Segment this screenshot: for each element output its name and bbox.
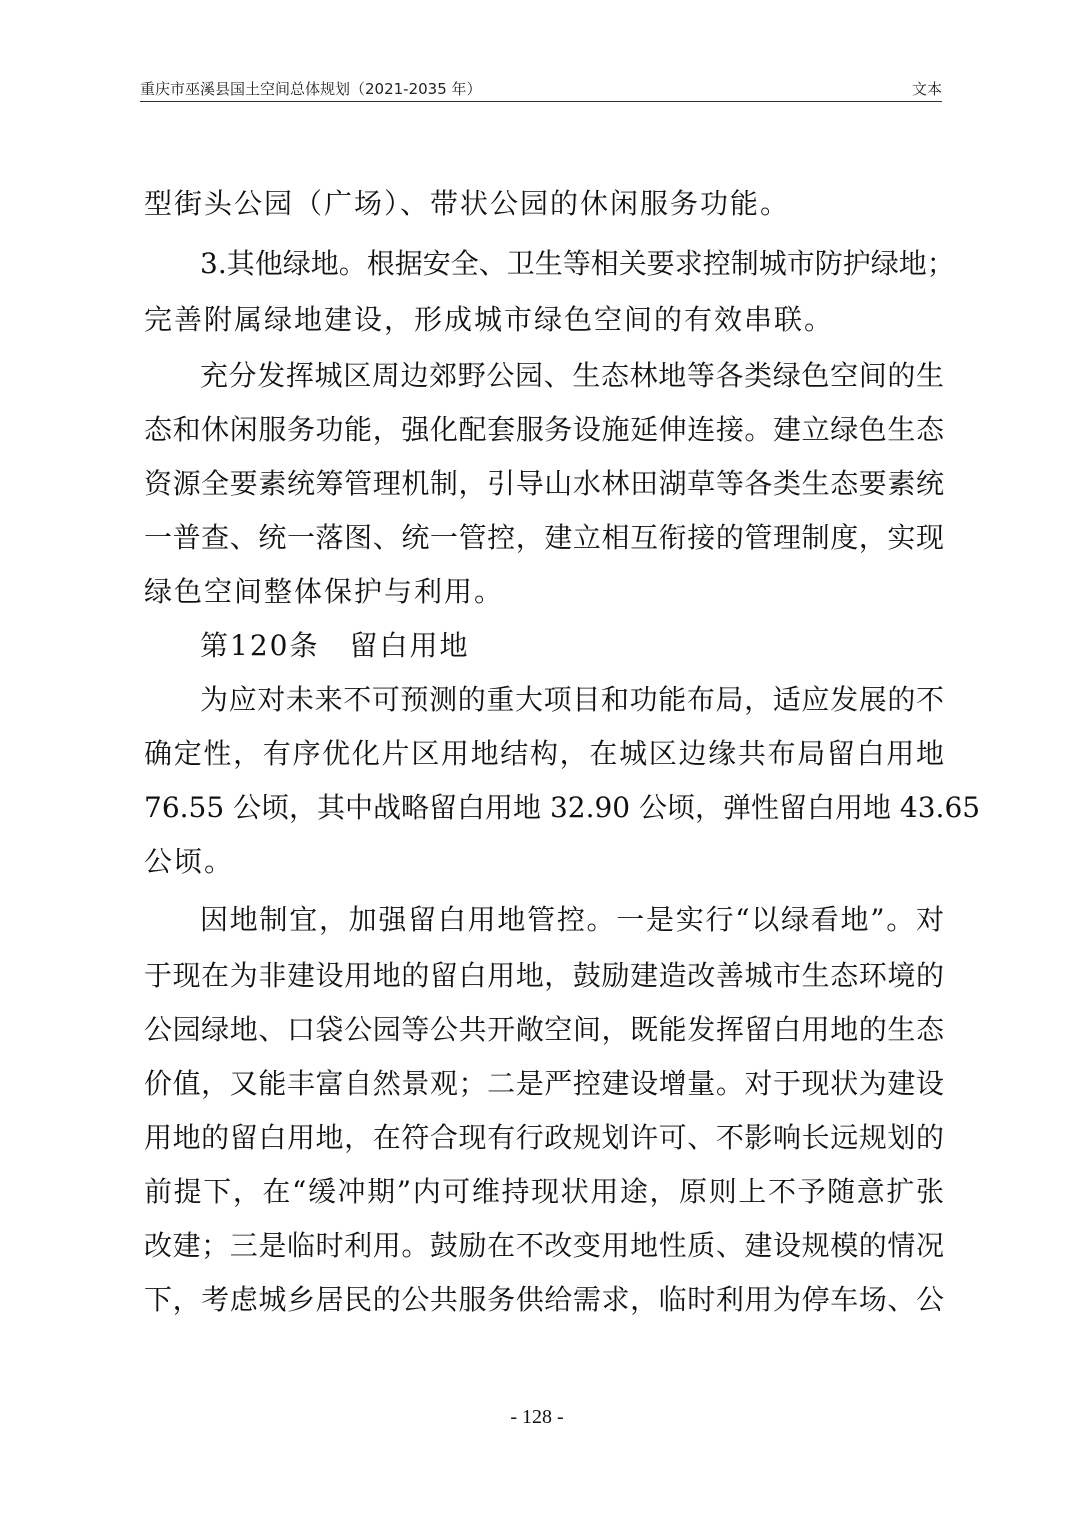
- text-line: 改建；三是临时利用。鼓励在不改变用地性质、建设规模的情况: [144, 1229, 944, 1262]
- text-line: 完善附属绿地建设，形成城市绿色空间的有效串联。: [144, 303, 835, 336]
- text-line: 绿色空间整体保护与利用。: [144, 575, 505, 608]
- document-title: 重庆市巫溪县国土空间总体规划（2021-2035 年）: [140, 80, 482, 98]
- text-line: 下，考虑城乡居民的公共服务供给需求，临时利用为停车场、公: [144, 1283, 944, 1316]
- text-line: 充分发挥城区周边郊野公园、生态林地等各类绿色空间的生: [200, 359, 944, 392]
- text-line: 为应对未来不可预测的重大项目和功能布局，适应发展的不: [200, 683, 944, 716]
- text-line: 用地的留白用地，在符合现有行政规划许可、不影响长远规划的: [144, 1121, 944, 1154]
- running-header: [140, 78, 942, 100]
- text-line: 76.55 公顷，其中战略留白用地 32.90 公顷，弹性留白用地 43.65: [144, 791, 981, 824]
- article-heading: 第120条 留白用地: [200, 629, 470, 662]
- text-line: 一普查、统一落图、统一管控，建立相互衔接的管理制度，实现: [144, 521, 944, 554]
- text-line: 确定性，有序优化片区用地结构，在城区边缘共布局留白用地: [144, 737, 944, 770]
- page-number: - 128 -: [510, 1406, 564, 1428]
- text-line: 公顷。: [144, 845, 235, 878]
- text-line: 态和休闲服务功能，强化配套服务设施延伸连接。建立绿色生态: [144, 413, 944, 446]
- text-line: 资源全要素统筹管理机制，引导山水林田湖草等各类生态要素统: [144, 467, 944, 500]
- text-line: 3.其他绿地。根据安全、卫生等相关要求控制城市防护绿地；: [200, 247, 955, 280]
- text-line: 于现在为非建设用地的留白用地，鼓励建造改善城市生态环境的: [144, 959, 944, 992]
- text-line: 公园绿地、口袋公园等公共开敞空间，既能发挥留白用地的生态: [144, 1013, 944, 1046]
- text-line: 前提下，在“缓冲期”内可维持现状用途，原则上不予随意扩张: [144, 1175, 944, 1208]
- text-line: 价值，又能丰富自然景观；二是严控建设增量。对于现状为建设: [144, 1067, 944, 1100]
- text-line: 型街头公园（广场）、带状公园的休闲服务功能。: [144, 187, 791, 220]
- document-type-label: 文本: [911, 80, 942, 98]
- text-line: 因地制宜，加强留白用地管控。一是实行“以绿看地”。对: [200, 903, 944, 936]
- header-divider: [140, 101, 942, 102]
